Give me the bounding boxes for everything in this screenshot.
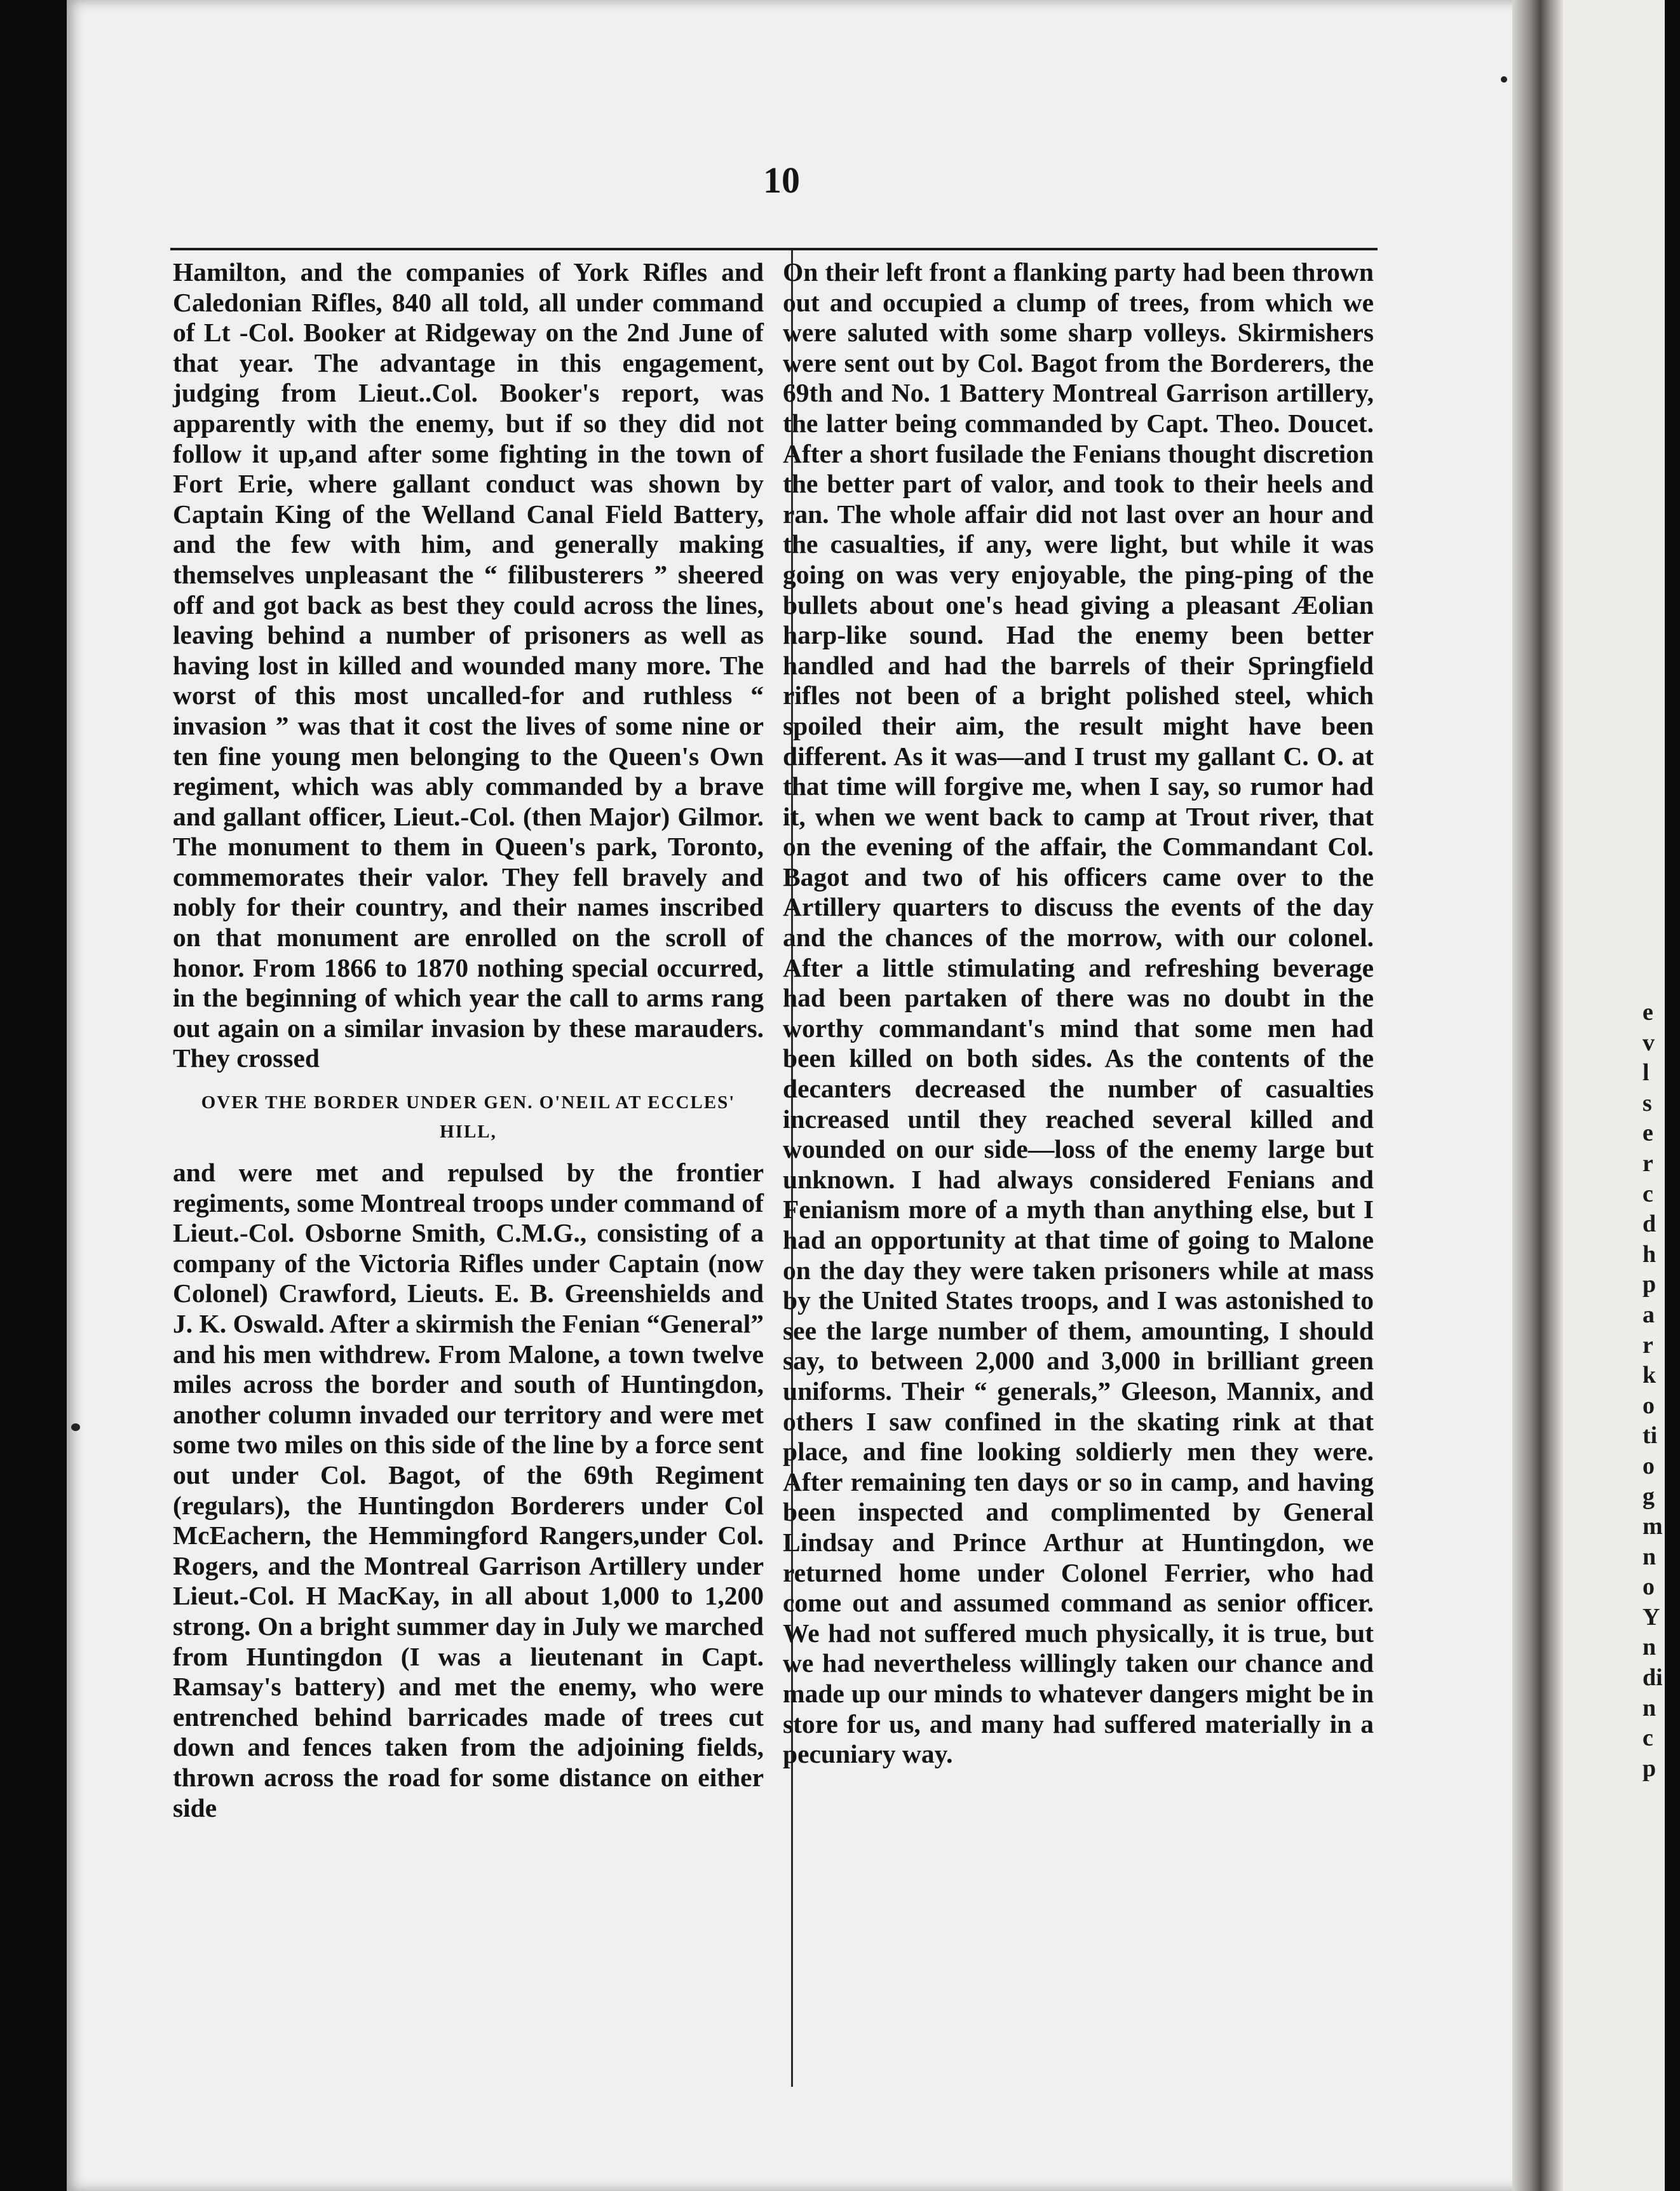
adjacent-page-letter: e — [1643, 999, 1653, 1026]
adjacent-page-letter: k — [1643, 1362, 1656, 1389]
section-heading: OVER THE BORDER UNDER GEN. O'NEIL AT ECCLES' HILL, — [201, 1092, 736, 1143]
page-number: 10 — [763, 159, 800, 201]
header-rule — [170, 248, 1378, 250]
adjacent-page-letter: o — [1643, 1392, 1655, 1419]
adjacent-page-letter: a — [1643, 1301, 1655, 1328]
adjacent-page-letter: h — [1643, 1240, 1656, 1268]
adjacent-page-letter: e — [1643, 1120, 1653, 1147]
adjacent-page-letters — [1643, 998, 1668, 1784]
adjacent-page-letter: d — [1643, 1211, 1656, 1238]
left-column — [173, 257, 764, 1823]
right-column — [783, 257, 1374, 1770]
left-paragraph-2: and were met and repulsed by the frontier regiments, some Montreal troops under command of Lieut.-Col. Osborne Smith, C.M.G., consisting of a company of the Victoria Rifles under Captain (now Colonel) Crawford, Lieuts. E. B. Greenshields and J. K. Oswald. After a skirmish the Fenian “General” and his men withdrew. From Malone, a town twelve miles across the border and south of Huntingdon, another column invaded our territory and were met some two miles on this side of the line by a force sent out under Col. Bagot, of the 69th Regiment (regulars), the Huntingdon Borderers under Col McEachern, the Hemmingford Rangers,under Col. Rogers, and the Montreal Garrison Artillery under Lieut.-Col. H MacKay, in all about 1,000 to 1,200 strong. On a bright summer day in July we marched from Huntingdon (I was a lieutenant in Capt. Ramsay's battery) and met the enemy, who were entrenched behind barricades made of trees cut down and fences taken from the adjoining fields, thrown across the road for some distance on either side — [173, 1158, 764, 1822]
right-paragraph-1: On their left front a flanking party had been thrown out and occupied a clump of trees, from which we were saluted with some sharp volleys. Skirmishers were sent out by Col. Bagot from the Borderers, the 69th and No. 1 Battery Montreal Garrison artillery, the latter being commanded by Capt. Theo. Doucet. After a short fusilade the Fenians thought discretion the better part of valor, and took to their heels and ran. The whole affair did not last over an hour and the casualties, if any, were light, but while it was going on was very enjoyable, the ping-ping of the bullets about one's head giving a pleasant Æolian harp-like sound. Had the enemy been better handled and had the barrels of their Springfield rifles not been of a bright polished steel, which spoiled their aim, the result might have been different. As it was—and I trust my gallant C. O. at that time will forgive me, when I say, so rumor had it, when we went back to camp at Trout river, that on the evening of the affair, the Commandant Col. Bagot and two of his officers came over to the Artillery quarters to discuss the events of the day and the chances of the morrow, with our colonel. After a little stimulating and refreshing beverage had been partaken of there was no doubt in the worthy commandant's mind that some men had been killed on both sides. As the contents of the decanters decreased the number of casualties increased until they reached several killed and wounded on our side—loss of the enemy large but unknown. I had always considered Fenians and Fenianism more of a myth than anything else, but I had an opportunity at that time of going to Malone on the day they were taken prisoners while at mass by the United States troops, and I was astonished to see the large number of them, amounting, I should say, to between 2,000 and 3,000 in brilliant green uniforms. Their “ generals,” Gleeson, Mannix, and others I saw confined in the skating rink at that place, and fine looking soldierly men they were. After remaining ten days or so in camp, and having been inspected and complimented by General Lindsay and Prince Arthur at Huntingdon, we returned home under Colonel Ferrier, who had come out and assumed command as senior officer. We had not suffered much physically, it is true, but we had nevertheless willingly taken our chance and made up our minds to whatever dangers might be in store for us, and many had suffered materially in a pecuniary way. — [783, 257, 1374, 1769]
adjacent-page-letter: p — [1643, 1271, 1656, 1298]
adjacent-page-letter: n — [1643, 1543, 1656, 1570]
adjacent-page-letter: n — [1643, 1634, 1656, 1661]
adjacent-page-letter: m — [1643, 1513, 1663, 1540]
left-paragraph-1: Hamilton, and the companies of York Rifles and Caledonian Rifles, 840 all told, all under command of Lt -Col. Booker at Ridgeway on the 2nd June of that year. The advantage in this engagement, judging from Lieut..Col. Booker's report, was apparently with the enemy, but if so they did not follow it up,and after some fighting in the town of Fort Erie, where gallant conduct was shown by Captain King of the Welland Canal Field Battery, and the few with him, and generally making themselves unpleasant the “ filibusterers ” sheered off and got back as best they could across the lines, leaving behind a number of prisoners as well as having lost in killed and wounded many more. The worst of this most uncalled-for and ruthless “ invasion ” was that it cost the lives of some nine or ten fine young men belonging to the Queen's Own regiment, which was ably commanded by a brave and gallant officer, Lieut.-Col. (then Major) Gilmor. The monument to them in Queen's park, Toronto, commemorates their valor. They fell bravely and nobly for their country, and their names inscribed on that monument are enrolled on the scroll of honor. From 1866 to 1870 nothing special occurred, in the beginning of which year the call to arms rang out again on a similar invasion by these marauders. They crossed — [173, 257, 764, 1073]
adjacent-page-letter: p — [1643, 1754, 1656, 1782]
adjacent-page-letter: v — [1643, 1029, 1655, 1056]
adjacent-page-letter: g — [1643, 1482, 1655, 1510]
scan-speck — [1501, 76, 1507, 83]
adjacent-page-letter: o — [1643, 1573, 1655, 1601]
adjacent-page-letter: l — [1643, 1059, 1650, 1087]
scan-speck — [71, 1423, 80, 1431]
adjacent-page-letter: ti — [1643, 1422, 1658, 1449]
page-fold-gutter — [1512, 0, 1563, 2191]
adjacent-page-letter: r — [1643, 1331, 1653, 1359]
adjacent-page-letter: n — [1643, 1694, 1656, 1721]
adjacent-page-letter: r — [1643, 1150, 1653, 1177]
adjacent-page-letter: Y — [1643, 1603, 1660, 1631]
adjacent-page-letter: c — [1643, 1180, 1653, 1207]
adjacent-page-letter: o — [1643, 1452, 1655, 1479]
adjacent-page-letter: di — [1643, 1664, 1663, 1692]
adjacent-page-letter: s — [1643, 1089, 1652, 1116]
adjacent-page-letter: c — [1643, 1725, 1653, 1752]
scan-background-left — [0, 0, 67, 2191]
